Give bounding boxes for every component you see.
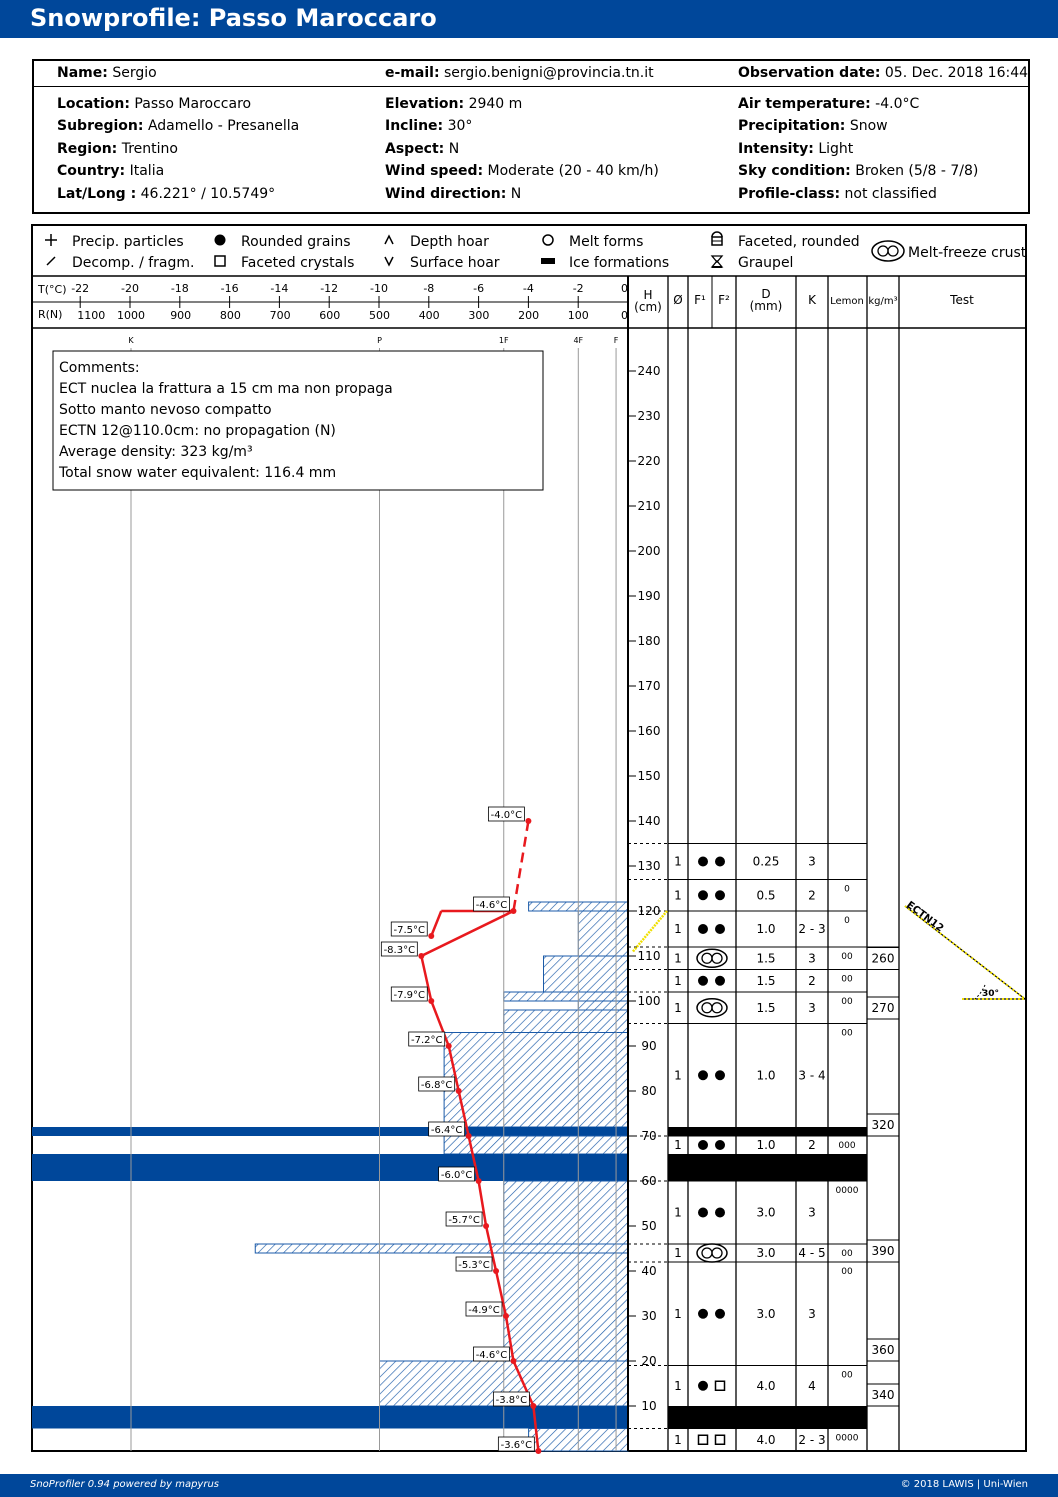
col-header-test: Test — [950, 293, 974, 307]
legend-item — [712, 255, 793, 271]
hardness-bar — [544, 956, 628, 992]
temp-tick-label: -8 — [423, 282, 435, 295]
height-tick-label: 200 — [637, 544, 661, 558]
layer-grain-size: 1.0 — [756, 1068, 776, 1083]
comments-line: Total snow water equivalent: 116.4 mm — [59, 465, 337, 481]
hardness-bar — [578, 911, 628, 956]
legend-label: Decomp. / fragm. — [72, 255, 195, 271]
layer-grain-size: 4.0 — [756, 1378, 776, 1393]
ice-layer-row — [668, 1406, 867, 1429]
legend-label: Precip. particles — [72, 234, 184, 250]
info-intensity: Intensity: Light — [738, 141, 854, 157]
temp-tick-label: -22 — [71, 282, 90, 295]
col-header-density: kg/m³ — [868, 296, 898, 307]
layer-hardness: 3 — [808, 854, 816, 869]
height-tick-label: 190 — [637, 589, 661, 603]
height-tick-label: 210 — [637, 499, 661, 513]
temperature-point — [503, 1313, 509, 1319]
info-profile-class: Profile-class: not classified — [738, 186, 937, 202]
rounded-grains-icon — [698, 1070, 708, 1080]
ice-layer-band — [32, 1406, 628, 1429]
rounded-grains-icon — [698, 857, 708, 867]
temperature-label: -7.5°C — [393, 925, 425, 936]
rounded-grains-icon — [715, 1070, 725, 1080]
hardness-bar — [504, 992, 628, 1001]
temperature-point — [493, 1268, 499, 1274]
rounded-grains-icon — [715, 890, 725, 900]
faceted-crystals-icon — [716, 1381, 725, 1390]
info-country: Country: Italia — [57, 163, 165, 179]
col-header-k: K — [808, 293, 816, 307]
legend-item — [541, 255, 669, 271]
ice-layer-row — [668, 1154, 867, 1181]
info-precipitation: Precipitation: Snow — [738, 118, 888, 134]
col-header-f1: F¹ — [694, 293, 706, 307]
legend-label: Ice formations — [569, 255, 670, 271]
layer-row — [628, 1024, 867, 1083]
height-tick-label: 50 — [641, 1219, 657, 1233]
height-tick-label: 170 — [637, 679, 661, 693]
temperature-point — [428, 933, 434, 939]
layer-lemons: 00 — [841, 1028, 853, 1039]
circle-icon — [543, 235, 553, 245]
melt-freeze-ring-icon — [702, 1248, 712, 1258]
temperature-line-segment — [431, 911, 441, 936]
temperature-point — [446, 1043, 452, 1049]
resistance-tick-label: 100 — [567, 309, 589, 322]
legend-label: Faceted, rounded — [738, 234, 860, 250]
rounded-grains-icon — [698, 890, 708, 900]
layer-phi: 1 — [674, 973, 682, 988]
layer-row — [628, 970, 867, 988]
dot-icon — [215, 235, 226, 246]
layer-hardness: 3 — [808, 1306, 816, 1321]
legend-label: Graupel — [738, 255, 794, 271]
resistance-axis-label: R(N) — [38, 308, 63, 321]
temperature-point — [535, 1448, 541, 1454]
test-angle-label: 30° — [982, 989, 1000, 999]
height-tick-label: 110 — [637, 949, 661, 963]
layer-row — [668, 1127, 867, 1136]
layer-hardness: 2 — [808, 1138, 816, 1152]
melt-freeze-ring-icon — [702, 953, 712, 963]
layer-phi: 1 — [674, 922, 682, 936]
layer-phi: 1 — [674, 854, 682, 869]
layer-row — [628, 1429, 867, 1447]
temperature-label: -4.0°C — [490, 810, 523, 821]
layer-hardness: 4 — [808, 1378, 816, 1393]
page-title: Snowprofile: Passo Maroccaro — [30, 4, 437, 32]
layer-row — [628, 1244, 867, 1262]
legend-item — [872, 241, 1027, 261]
temp-tick-label: 0 — [621, 282, 628, 295]
layer-grain-size: 3.0 — [756, 1205, 776, 1220]
temperature-point — [510, 908, 516, 914]
temp-tick-label: -18 — [170, 282, 189, 295]
footer-copyright: © 2018 LAWIS | Uni-Wien — [900, 1479, 1028, 1490]
legend-item — [215, 255, 354, 271]
hardness-bar — [504, 1253, 628, 1361]
ice-layer-row — [668, 1127, 867, 1136]
temp-tick-label: -4 — [522, 282, 534, 295]
height-tick-label: 130 — [637, 859, 661, 873]
height-tick-label: 180 — [637, 634, 661, 648]
layer-phi: 1 — [674, 888, 682, 903]
rounded-grains-icon — [715, 857, 725, 867]
resistance-tick-label: 200 — [518, 309, 540, 322]
layer-row — [628, 844, 867, 869]
col-header-h: H — [643, 288, 653, 302]
height-tick-label: 60 — [641, 1174, 657, 1188]
layer-lemons: 00 — [841, 997, 853, 1007]
height-tick-label: 160 — [637, 724, 661, 738]
temperature-label: -8.3°C — [383, 945, 416, 956]
temperature-label: -7.9°C — [393, 990, 426, 1001]
layer-hardness: 2 - 3 — [798, 1432, 826, 1447]
info-sky-condition: Sky condition: Broken (5/8 - 7/8) — [738, 163, 979, 179]
legend-label: Melt-freeze crust — [908, 245, 1027, 261]
layer-row — [628, 1136, 867, 1152]
layer-phi: 1 — [674, 1205, 682, 1220]
footer-credit: SnoProfiler 0.94 powered by mapyrus — [30, 1479, 220, 1490]
resistance-tick-label: 300 — [468, 309, 490, 322]
info-region: Region: Trentino — [57, 141, 178, 157]
slash-icon — [47, 257, 55, 265]
layer-hardness: 3 - 4 — [798, 1068, 826, 1083]
temp-tick-label: -14 — [270, 282, 289, 295]
layer-row — [628, 992, 867, 1017]
temperature-point — [418, 953, 424, 959]
temperature-point — [466, 1133, 472, 1139]
density-value: 360 — [871, 1343, 895, 1357]
layer-lemons: 00 — [841, 1267, 853, 1277]
rounded-grains-icon — [715, 1140, 725, 1150]
temperature-label: -3.8°C — [495, 1395, 528, 1406]
layer-grain-size: 1.5 — [756, 973, 776, 988]
legend-item — [385, 234, 489, 250]
resistance-tick-label: 800 — [219, 309, 241, 322]
height-tick-label: 150 — [637, 769, 661, 783]
legend-label: Faceted crystals — [241, 255, 355, 271]
layer-hardness: 3 — [808, 1205, 816, 1220]
height-tick-label: 120 — [637, 904, 661, 918]
hardness-bar — [504, 1181, 628, 1244]
hardness-guide-label: F — [613, 336, 619, 345]
density-value: 320 — [871, 1118, 895, 1132]
legend-label: Melt forms — [569, 234, 644, 250]
density-value: 270 — [871, 1001, 895, 1015]
layer-hardness: 3 — [808, 1000, 816, 1015]
temperature-label: -7.2°C — [410, 1035, 443, 1046]
layer-lemons: 000 — [838, 1141, 856, 1151]
layer-row — [668, 1406, 867, 1429]
melt-freeze-ring-icon — [712, 953, 722, 963]
layer-phi: 1 — [674, 951, 682, 966]
col-header-f2: F² — [718, 293, 730, 307]
layer-grain-size: 4.0 — [756, 1432, 776, 1447]
hardness-guide-label: 4F — [573, 336, 584, 345]
height-tick-label: 100 — [637, 994, 661, 1008]
temperature-point — [510, 1358, 516, 1364]
col-header-d-unit: (mm) — [749, 299, 783, 313]
temperature-line-dashed — [513, 821, 528, 911]
layer-hardness: 2 — [808, 973, 816, 988]
layer-grain-size: 0.5 — [756, 888, 776, 903]
rounded-grains-icon — [715, 976, 725, 986]
info-air-temperature: Air temperature: -4.0°C — [738, 96, 920, 112]
resistance-tick-label: 600 — [319, 309, 341, 322]
layer-lemons: 00 — [841, 1249, 853, 1259]
height-tick-label: 40 — [641, 1264, 657, 1278]
rounded-grains-icon — [698, 1140, 708, 1150]
footer-bar — [0, 1474, 1058, 1497]
temp-tick-label: -10 — [370, 282, 388, 295]
height-tick-label: 20 — [641, 1354, 657, 1368]
height-tick-label: 140 — [637, 814, 661, 828]
legend-item — [215, 234, 351, 250]
temperature-point — [530, 1403, 536, 1409]
melt-freeze-ring-icon — [712, 1248, 722, 1258]
legend-label: Depth hoar — [410, 234, 489, 250]
comments-line: Sotto manto nevoso compatto — [59, 402, 272, 418]
temperature-label: -6.8°C — [420, 1080, 453, 1091]
rounded-grains-icon — [715, 924, 725, 934]
col-header-h-unit: (cm) — [634, 300, 662, 314]
hardness-guide-label: K — [128, 336, 134, 345]
melt-freeze-ring-icon — [878, 246, 888, 256]
temp-tick-label: -20 — [121, 282, 139, 295]
density-value: 340 — [871, 1388, 895, 1402]
legend-item — [543, 234, 643, 250]
hardness-bar — [444, 1033, 628, 1128]
layer-lemons: 0 — [844, 916, 850, 926]
layer-row — [628, 1262, 867, 1321]
height-tick-label: 80 — [641, 1084, 657, 1098]
density-value: 260 — [871, 951, 895, 966]
comments-line: Average density: 323 kg/m³ — [59, 444, 253, 460]
comments-line: ECTN 12@110.0cm: no propagation (N) — [59, 423, 336, 439]
height-tick-label: 70 — [641, 1129, 657, 1143]
layer-grain-size: 1.0 — [756, 1138, 776, 1152]
height-tick-label: 220 — [637, 454, 661, 468]
info-location: Location: Passo Maroccaro — [57, 96, 252, 112]
layer-grain-size: 3.0 — [756, 1306, 776, 1321]
rounded-grains-icon — [715, 1208, 725, 1218]
layer-lemons: 00 — [841, 974, 853, 985]
layer-grain-size: 0.25 — [752, 854, 780, 869]
layer-grain-size: 1.0 — [756, 922, 776, 936]
caret-up-icon — [385, 236, 393, 244]
temp-tick-label: -2 — [572, 282, 584, 295]
info-elevation: Elevation: 2940 m — [385, 96, 523, 112]
rounded-grains-icon — [698, 1381, 708, 1391]
rounded-grains-icon — [698, 976, 708, 986]
ice-layer-band — [32, 1127, 628, 1136]
info-subregion: Subregion: Adamello - Presanella — [57, 118, 300, 134]
temperature-point — [476, 1178, 482, 1184]
temperature-label: -3.6°C — [500, 1440, 533, 1451]
legend-item — [385, 255, 500, 271]
temperature-label: -5.3°C — [458, 1260, 490, 1271]
layer-row — [628, 947, 867, 967]
legend-item — [712, 232, 860, 250]
info-email: e-mail: sergio.benigni@provincia.tn.it — [385, 65, 654, 81]
resistance-tick-label: 700 — [269, 309, 291, 322]
v-icon — [385, 257, 393, 265]
melt-freeze-ring-icon — [712, 1003, 722, 1013]
ice-bar-icon — [541, 258, 555, 264]
layer-phi: 1 — [674, 1000, 682, 1015]
ice-layer-band — [32, 1154, 628, 1181]
col-header-d: D — [761, 287, 771, 301]
faceted-crystals-icon — [699, 1435, 708, 1444]
resistance-tick-label: 400 — [418, 309, 440, 322]
layer-hardness: 2 - 3 — [798, 922, 826, 936]
hardness-bar — [504, 1010, 628, 1033]
info-wind-direction: Wind direction: N — [385, 186, 522, 202]
melt-freeze-ring-icon — [888, 246, 898, 256]
rounded-grains-icon — [698, 924, 708, 934]
legend-item — [47, 255, 195, 271]
hardness-guide-label: 1F — [498, 336, 509, 345]
info-aspect: Aspect: N — [385, 141, 460, 157]
temperature-label: -4.9°C — [468, 1305, 500, 1316]
layer-grain-size: 1.5 — [756, 1000, 776, 1015]
info-wind-speed: Wind speed: Moderate (20 - 40 km/h) — [385, 163, 659, 179]
comments-line: Comments: — [59, 360, 140, 376]
height-tick-label: 240 — [637, 364, 661, 378]
layer-row — [628, 1181, 867, 1220]
rounded-grains-icon — [698, 1309, 708, 1319]
layer-row — [628, 880, 867, 903]
square-icon — [215, 256, 225, 266]
layer-phi: 1 — [674, 1378, 682, 1393]
layer-phi: 1 — [674, 1068, 682, 1083]
height-tick-label: 30 — [641, 1309, 657, 1323]
resistance-tick-label: 500 — [369, 309, 390, 322]
resistance-tick-label: 0 — [621, 309, 628, 322]
density-value: 390 — [871, 1244, 895, 1258]
layer-phi: 1 — [674, 1246, 682, 1260]
rounded-grains-icon — [715, 1309, 725, 1319]
layer-row — [628, 911, 867, 936]
faceted-crystals-icon — [716, 1435, 725, 1444]
temp-axis-label: T(°C) — [38, 283, 67, 296]
layer-row — [668, 1154, 867, 1181]
hardness-guide-label: P — [377, 336, 382, 345]
layer-row — [628, 1366, 867, 1393]
layer-lemons: 0000 — [835, 1186, 859, 1196]
layer-lemons: 0000 — [835, 1433, 859, 1444]
info-observation-date: Observation date: 05. Dec. 2018 16:44 — [738, 65, 1029, 81]
temperature-label: -6.4°C — [430, 1125, 463, 1136]
legend-label: Rounded grains — [241, 234, 351, 250]
temperature-label: -5.7°C — [448, 1215, 480, 1226]
temp-tick-label: -12 — [320, 282, 339, 295]
resistance-tick-label: 900 — [170, 309, 192, 322]
temperature-label: -6.0°C — [440, 1170, 473, 1181]
height-tick-label: 10 — [641, 1399, 657, 1413]
height-tick-label: 230 — [637, 409, 661, 423]
layer-hardness: 3 — [808, 951, 816, 966]
temperature-point — [456, 1088, 462, 1094]
temperature-point — [428, 998, 434, 1004]
layer-hardness: 4 - 5 — [798, 1246, 826, 1260]
temperature-label: -4.6°C — [475, 900, 508, 911]
col-header-phi: Ø — [673, 293, 683, 307]
resistance-tick-label: 1100 — [77, 309, 106, 322]
layer-lemons: 00 — [841, 1370, 853, 1381]
height-tick-label: 90 — [641, 1039, 657, 1053]
hardness-bar — [578, 1001, 628, 1010]
test-label: ECTN12 — [904, 899, 946, 935]
legend-item — [45, 234, 184, 250]
info-name: Name: Sergio — [57, 65, 157, 81]
layer-phi: 1 — [674, 1306, 682, 1321]
hardness-bar — [255, 1244, 628, 1253]
layer-grain-size: 1.5 — [756, 951, 776, 966]
comments-line: ECT nuclea la frattura a 15 cm ma non propaga — [59, 381, 393, 397]
layer-grain-size: 3.0 — [756, 1246, 776, 1260]
layer-phi: 1 — [674, 1432, 682, 1447]
resistance-tick-label: 1000 — [117, 309, 145, 322]
temperature-point — [483, 1223, 489, 1229]
temp-tick-label: -16 — [220, 282, 239, 295]
col-header-lemon: Lemon — [830, 296, 864, 307]
legend-label: Surface hoar — [410, 255, 500, 271]
layer-lemons: 0 — [844, 884, 850, 895]
layer-phi: 1 — [674, 1138, 682, 1152]
melt-freeze-ring-icon — [702, 1003, 712, 1013]
layer-hardness: 2 — [808, 888, 816, 903]
info-latlong: Lat/Long : 46.221° / 10.5749° — [57, 186, 276, 202]
temperature-point — [525, 818, 531, 824]
layer-lemons: 00 — [841, 952, 853, 962]
temperature-label: -4.6°C — [475, 1350, 508, 1361]
info-incline: Incline: 30° — [385, 118, 473, 134]
temp-tick-label: -6 — [473, 282, 485, 295]
rounded-grains-icon — [698, 1208, 708, 1218]
